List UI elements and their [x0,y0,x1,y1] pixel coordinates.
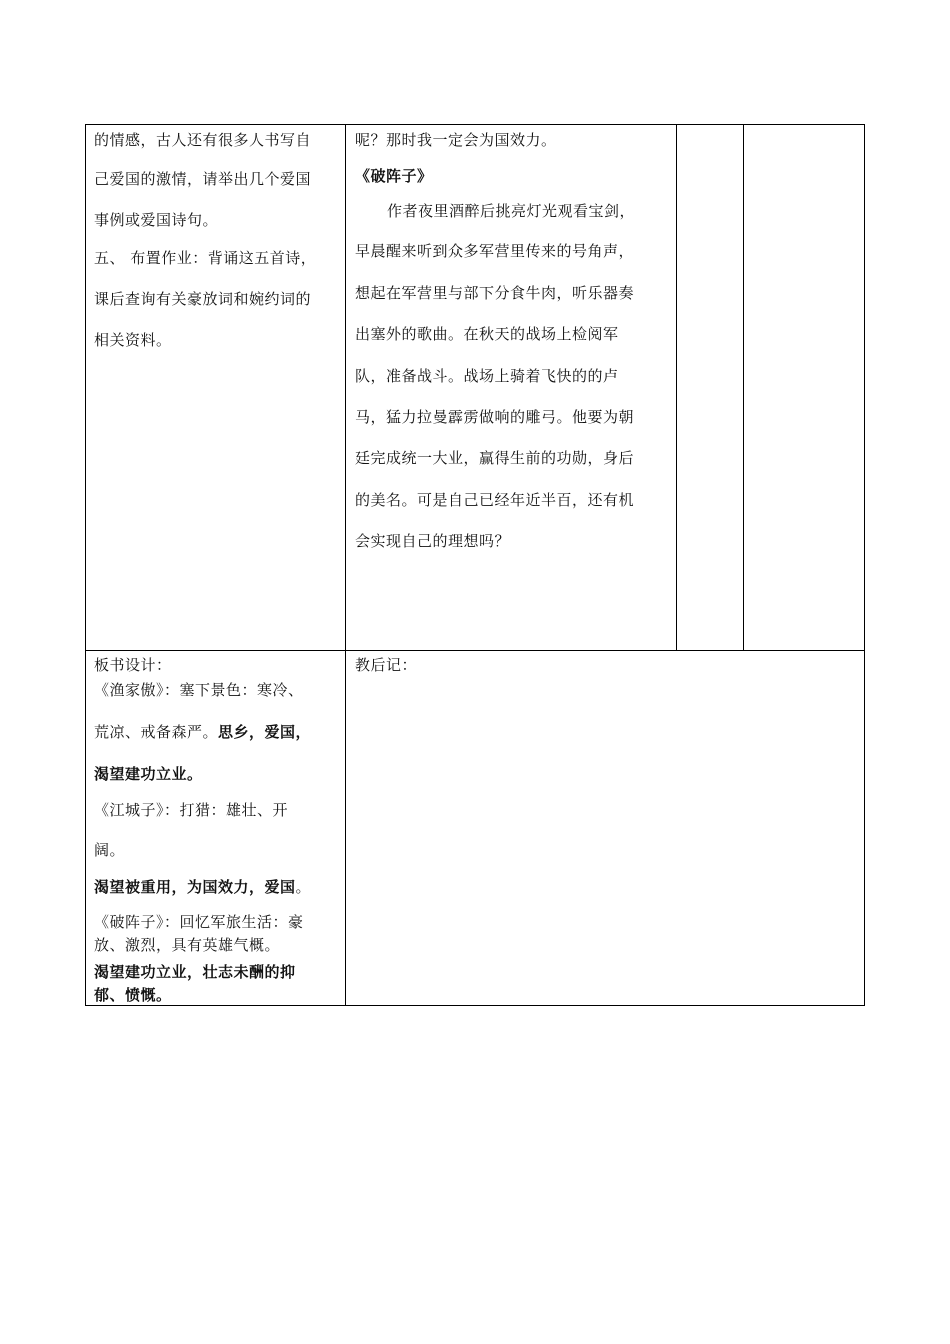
text-line: 课后查询有关豪放词和婉约词的 [94,290,312,308]
lesson-table [85,124,865,1006]
column-divider-1 [345,125,346,1005]
text-line: 阔。 [94,841,126,859]
text-line: 呢？那时我一定会为国效力。 [355,131,557,149]
board-title: 板书设计： [94,656,172,674]
text-line: 己爱国的激情，请举出几个爱国 [94,170,312,188]
text-bold-line: 渴望建功立业，壮志未酬的抑 [94,963,296,981]
row1-col2-cell [355,125,673,645]
text-line: 想起在军营里与部下分食牛肉，听乐器奏 [355,284,635,302]
column-divider-2 [676,125,677,650]
poem-heading: 《破阵子》 [355,167,433,185]
after-class-title: 教后记： [355,656,418,674]
text-line: 五、 布置作业：背诵这五首诗， [94,249,317,267]
text-line [94,721,311,742]
text-line [94,876,311,897]
text-line: 《破阵子》：回忆军旅生活：豪 [94,913,304,931]
row1-col1-cell [94,125,344,645]
text-line: 的美名。可是自己已经年近半百，还有机 [355,491,635,509]
text-line: 的情感，古人还有很多人书写自 [94,131,312,149]
text-line: 《江城子》：打猎：雄壮、开 [94,801,289,819]
text-line: 出塞外的歌曲。在秋天的战场上检阅军 [355,325,619,343]
text-normal: 荒凉、戒备森严。 [94,723,219,741]
text-normal: 。 [295,878,312,896]
text-line: 马，猛力拉曼霹雳做响的雕弓。他要为朝 [355,408,635,426]
text-bold-line: 郁、愤慨。 [94,986,172,1004]
board-design-cell [94,651,344,1003]
text-line: 放、激烈，具有英雄气概。 [94,936,281,954]
text-line: 早晨醒来听到众多军营里传来的号角声， [355,242,635,260]
after-class-notes-cell [355,651,855,1003]
text-bold: 思乡，爱国， [218,723,312,741]
text-line: 《渔家傲》：塞下景色：寒冷、 [94,681,304,699]
text-bold: 渴望被重用，为国效力，爱国 [94,878,296,896]
text-line: 队，准备战斗。战场上骑着飞快的的卢 [355,367,619,385]
text-line: 廷完成统一大业，赢得生前的功勋，身后 [355,449,635,467]
text-line: 相关资料。 [94,331,172,349]
text-line: 会实现自己的理想吗？ [355,532,511,550]
text-bold-line: 渴望建功立业。 [94,765,203,783]
column-divider-3 [743,125,744,650]
text-line: 事例或爱国诗句。 [94,211,219,229]
text-line: 作者夜里酒醉后挑亮灯光观看宝剑， [387,202,636,220]
